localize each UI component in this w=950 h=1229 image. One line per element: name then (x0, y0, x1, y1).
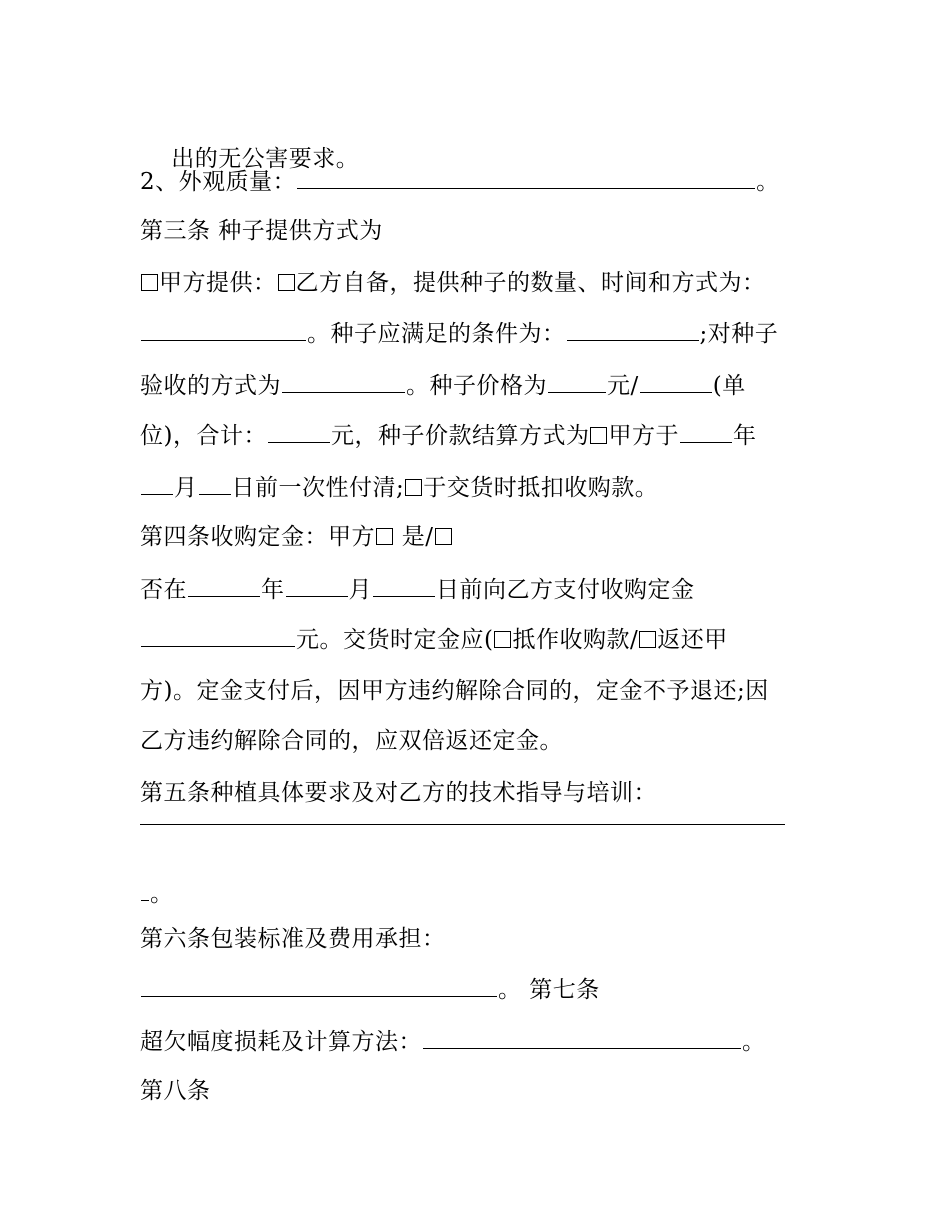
appearance-quality-blank[interactable] (297, 166, 755, 189)
total-label: 位)，合计： (140, 423, 267, 449)
text-line-15 (140, 878, 174, 909)
deposit-year-label: 年 (261, 577, 285, 603)
planting-requirements-blank-tail[interactable] (141, 878, 149, 901)
article-3-text: 第三条 种子提供方式为 (140, 218, 383, 244)
article-5-heading (140, 778, 657, 808)
loss-calculation-label: 超欠幅度损耗及计算方法： (140, 1029, 422, 1055)
deposit-amount-label: 元。交货时定金应( (296, 627, 494, 653)
party-b-self-provide-label: 乙方自备，提供种子的数量、时间和方式为： (295, 270, 766, 296)
deposit-return-label: 返还甲 (657, 627, 728, 653)
payment-year-blank[interactable] (680, 420, 732, 443)
text-line-8 (140, 472, 658, 503)
text-line-2 (140, 166, 780, 197)
deposit-offset-checkbox[interactable] (494, 631, 511, 648)
acceptance-method-blank[interactable] (282, 370, 405, 393)
deposit-yes-checkbox[interactable] (376, 528, 393, 545)
deposit-month-label: 月 (348, 577, 372, 603)
text-line-4 (140, 268, 766, 298)
packaging-standard-blank[interactable] (141, 974, 497, 997)
deposit-amount-blank[interactable] (141, 624, 295, 647)
text-line-5 (140, 318, 778, 349)
deposit-yes-label: 是/ (394, 524, 434, 550)
text-line-6 (140, 370, 746, 401)
party-a-provide-checkbox[interactable] (141, 274, 158, 291)
text-line-7 (140, 420, 756, 451)
text-line-12 (140, 676, 769, 706)
payment-month-blank[interactable] (141, 472, 173, 495)
deposit-no-checkbox[interactable] (435, 528, 452, 545)
deduct-on-delivery-label: 于交货时抵扣收购款。 (423, 475, 659, 501)
deposit-return-checkbox[interactable] (639, 631, 656, 648)
article-7-label: 。 第七条 (498, 977, 600, 1003)
article-4-label: 第四条收购定金：甲方 (140, 524, 375, 550)
month-label: 月 (174, 475, 198, 501)
seed-price-label: 。种子价格为 (406, 373, 547, 399)
seed-conditions-label: 。种子应满足的条件为： (307, 321, 566, 347)
text-line-13 (140, 726, 563, 756)
party-b-self-provide-checkbox[interactable] (278, 274, 295, 291)
year-label: 年 (732, 423, 757, 449)
line-2-end: 。 (756, 169, 780, 195)
line-15-end: 。 (150, 881, 174, 907)
text-line-18 (140, 1026, 766, 1057)
seed-price-blank[interactable] (548, 370, 606, 393)
price-unit-label: 元/ (607, 373, 639, 399)
deposit-day-blank[interactable] (373, 574, 435, 597)
article-5-text: 第五条种植具体要求及对乙方的技术指导与培训： (140, 780, 657, 806)
deposit-month-blank[interactable] (286, 574, 348, 597)
deposit-year-blank[interactable] (188, 574, 260, 597)
text-line-9 (140, 522, 453, 552)
price-unit-blank[interactable] (640, 370, 712, 393)
article-8-heading (140, 1076, 211, 1106)
article-8-text: 第八条 (140, 1078, 211, 1104)
acceptance-method-label: 验收的方式为 (140, 373, 281, 399)
deposit-no-label: 否在 (140, 577, 187, 603)
loss-calculation-blank[interactable] (423, 1026, 741, 1049)
line-18-end: 。 (742, 1029, 766, 1055)
appearance-quality-label: 2、外观质量： (140, 169, 297, 195)
deposit-offset-label: 抵作收购款/ (512, 627, 639, 653)
planting-requirements-blank[interactable] (140, 824, 785, 825)
party-a-pay-label: 甲方于 (608, 423, 679, 449)
party-a-provide-label: 甲方提供： (159, 270, 277, 296)
deduct-on-delivery-checkbox[interactable] (405, 479, 422, 496)
seed-quantity-blank[interactable] (141, 318, 306, 341)
unit-open-label: (单 (712, 373, 746, 399)
line-12-text: 方)。定金支付后，因甲方违约解除合同的，定金不予退还;因 (140, 678, 769, 704)
one-time-pay-label: 日前一次性付清; (231, 475, 405, 501)
settlement-method-label: 元，种子价款结算方式为 (330, 423, 590, 449)
seed-acceptance-label: ;对种子 (699, 321, 779, 347)
text-line-11 (140, 624, 728, 655)
line-13-text: 乙方违约解除合同的，应双倍返还定金。 (140, 728, 563, 754)
line-1-text: 出的无公害要求。 (171, 146, 360, 172)
text-line-17 (140, 974, 600, 1005)
text-line-10 (140, 574, 695, 605)
article-6-text: 第六条包装标准及费用承担： (140, 926, 446, 952)
payment-day-blank[interactable] (199, 472, 231, 495)
seed-conditions-blank[interactable] (567, 318, 699, 341)
one-time-payment-checkbox[interactable] (590, 427, 607, 444)
article-3-heading (140, 216, 383, 246)
total-amount-blank[interactable] (268, 420, 330, 443)
deposit-pay-label: 日前向乙方支付收购定金 (436, 577, 695, 603)
article-6-heading (140, 924, 446, 954)
